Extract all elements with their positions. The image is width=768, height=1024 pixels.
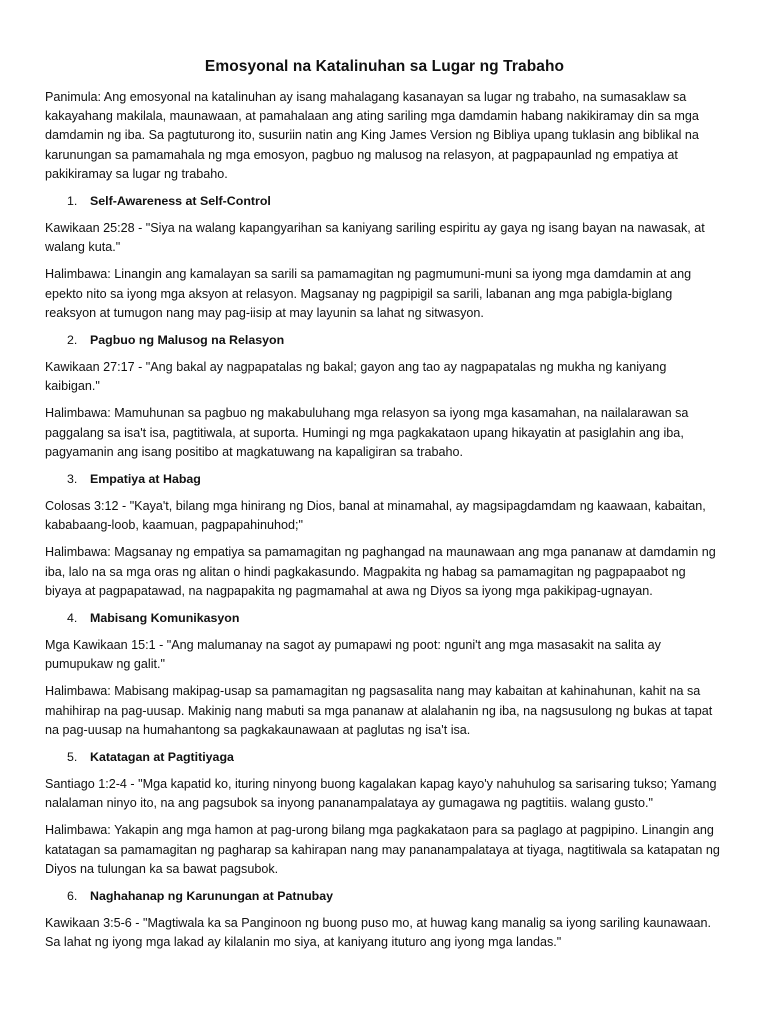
intro-paragraph: Panimula: Ang emosyonal na katalinuhan ay isang mahalagang kasanayan sa lugar ng trabaho, na sumasaklaw sa kakayahang makilala, maunawaan, at pamahalaan ang ating sariling mga damdamin habang nakikiramay din sa mga damdamin ng iba. Sa pagtuturong ito, susuriin natin ang King James Version ng Bibliya upang tuklasin ang biblikal na karunungan sa pamamahala ng mga emosyon, pagbuo ng malusog na relasyon, at pagpapaunlad ng empatiya at pakikiramay sa lugar ng trabaho. (45, 90, 699, 181)
section-3-number: 3. (67, 472, 78, 487)
document-title: Emosyonal na Katalinuhan sa Lugar ng Trabaho (204, 58, 565, 75)
section-3-verse: Colosas 3:12 - "Kaya't, bilang mga hinirang ng Dios, banal at minamahal, ay magsipagdamdam ng kaawaan, kabaitan, kababaang-loob, kaamuan, pagpapahinuhod;" (45, 499, 706, 533)
section-2-heading (45, 331, 724, 350)
section-4-number: 4. (67, 611, 78, 626)
section-4-verse: Mga Kawikaan 15:1 - "Ang malumanay na sagot ay pumapawi ng poot: nguni't ang mga masasakit na salita ay pumupukaw ng galit." (45, 638, 661, 672)
section-1-heading (45, 192, 724, 211)
section-1-verse: Kawikaan 25:28 - "Siya na walang kapangyarihan sa kaniyang sariling espiritu ay gaya ng isang bayan na nawasak, at walang kuta." (45, 221, 705, 255)
section-5-verse: Santiago 1:2-4 - "Mga kapatid ko, ituring ninyong buong kagalakan kapag kayo'y nahuhulog sa sarisaring tukso; Yamang nalalaman ninyo ito, na ang pagsubok sa inyong pananampalataya ay gumagawa ng pagtitiis. walang gusto." (45, 777, 717, 811)
section-6-number: 6. (67, 889, 78, 904)
section-5-number: 5. (67, 750, 78, 765)
section-4-example: Halimbawa: Mabisang makipag-usap sa pamamagitan ng pagsasalita nang may kabaitan at kahinahunan, kahit na sa mahihirap na pag-uusap. Makinig nang mabuti sa mga pananaw at alalahanin ng iba, na nagsusulong ng bukas at tapat na pag-uusap na humahantong sa pagkakaunawaan at paglutas ng isa't isa. (45, 684, 713, 737)
section-6-title: Naghahanap ng Karunungan at Patnubay (90, 889, 334, 904)
section-2-example: Halimbawa: Mamuhunan sa pagbuo ng makabuluhang mga relasyon sa iyong mga kasamahan, na nailalarawan sa paggalang sa isa't isa, pagtitiwala, at suporta. Humingi ng mga pagkakataon upang hikayatin at pasiglahin ang iba, pagyamanin ang isang positibo at magkatuwang na kapaligiran sa trabaho. (45, 406, 689, 459)
section-1-title: Self-Awareness at Self-Control (90, 194, 271, 209)
section-2-verse: Kawikaan 27:17 - "Ang bakal ay nagpapatalas ng bakal; gayon ang tao ay nagpapatalas ng mukha ng kaniyang kaibigan." (45, 360, 667, 394)
section-6-verse: Kawikaan 3:5-6 - "Magtiwala ka sa Panginoon ng buong puso mo, at huwag kang manalig sa iyong sariling kaunawaan. Sa lahat ng iyong mga lakad ay kilalanin mo siya, at kaniyang ituturo ang iyong mga landas." (45, 916, 712, 950)
section-4-title: Mabisang Komunikasyon (90, 611, 240, 626)
section-6-heading (45, 887, 724, 906)
section-4-heading (45, 609, 724, 628)
section-5-heading (45, 748, 724, 767)
section-1-example: Halimbawa: Linangin ang kamalayan sa sarili sa pamamagitan ng pagmumuni-muni sa iyong mga damdamin at ang epekto nito sa iyong mga aksyon at relasyon. Magsanay ng pagpipigil sa sarili, labanan ang mga pabigla-biglang reaksyon at tumugon nang may pag-iisip at may layunin sa lahat ng sitwasyon. (45, 267, 692, 320)
section-3-heading (45, 470, 724, 489)
section-3-example: Halimbawa: Magsanay ng empatiya sa pamamagitan ng paghangad na maunawaan ang mga pananaw at damdamin ng iba, lalo na sa mga oras ng alitan o hindi pagkakasundo. Magpakita ng habag sa pamamagitan ng pagpapaabot ng biyaya at pagpapatawad, na nagpapakita ng pagmamahal at awa ng Diyos sa iyong mga pakikipag-ugnayan. (45, 545, 716, 598)
section-3-title: Empatiya at Habag (90, 472, 201, 487)
section-5-example: Halimbawa: Yakapin ang mga hamon at pag-urong bilang mga pagkakataon para sa paglago at pagpipino. Linangin ang katatagan sa pamamagitan ng pagharap sa kahirapan nang may pananampalataya at tiyaga, nagtitiwala sa katapatan ng Diyos na tulungan ka sa bawat pagsubok. (45, 823, 720, 876)
section-2-number: 2. (67, 333, 78, 348)
section-5-title: Katatagan at Pagtitiyaga (90, 750, 234, 765)
section-1-number: 1. (67, 194, 78, 209)
section-2-title: Pagbuo ng Malusog na Relasyon (90, 333, 285, 348)
